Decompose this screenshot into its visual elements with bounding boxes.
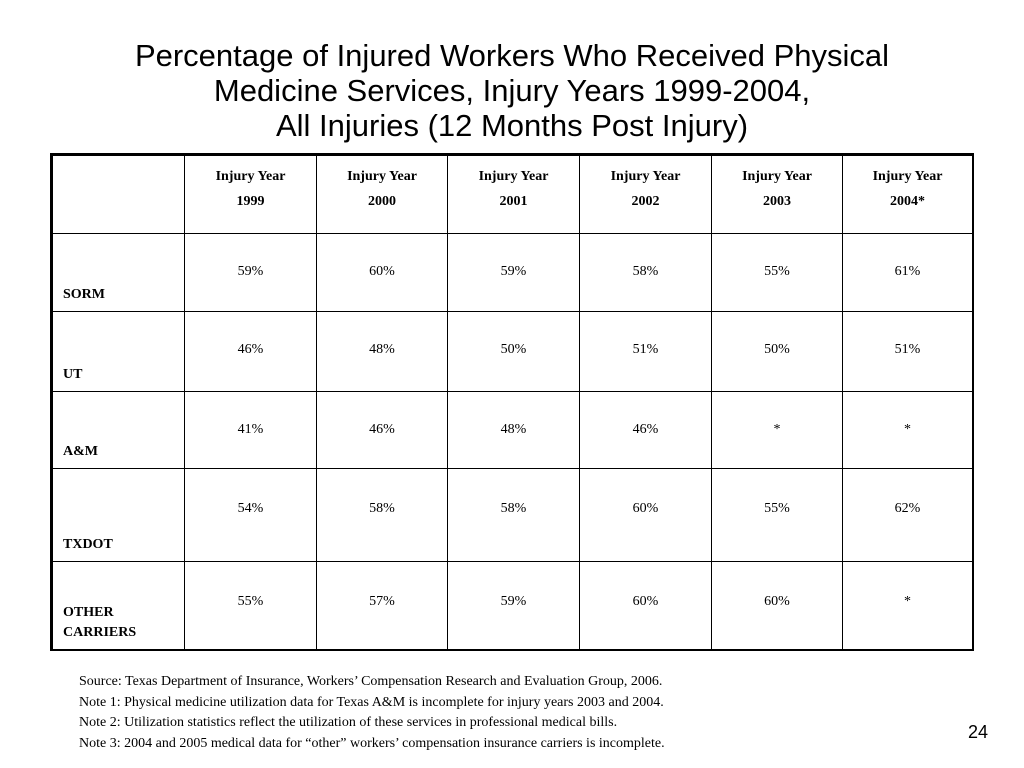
header-cell-2000: Injury Year 2000	[317, 156, 448, 234]
table-cell: 55%	[185, 562, 317, 650]
table-cell: 58%	[580, 234, 712, 312]
footnotes	[79, 672, 665, 754]
data-table	[52, 155, 973, 650]
table-row-ut	[53, 312, 973, 392]
row-label: TXDOT	[53, 469, 185, 562]
table-cell: 51%	[580, 312, 712, 392]
header-cell-2002: Injury Year 2002	[580, 156, 712, 234]
page-number: 24	[968, 722, 989, 742]
table-row-txdot	[53, 469, 973, 562]
table-cell: 50%	[712, 312, 843, 392]
source-note: Source: Texas Department of Insurance, Workers’ Compensation Research and Evaluation Group, 2006.	[79, 674, 663, 689]
table-cell: 50%	[448, 312, 580, 392]
note-1: Note 1: Physical medicine utilization data for Texas A&M is incomplete for injury years 2003 and 2004.	[79, 694, 664, 710]
table-cell: 51%	[843, 312, 973, 392]
table-cell: 46%	[317, 392, 448, 469]
title-line-2: Medicine Services, Injury Years 1999-2004,	[213, 73, 811, 108]
header-cell-1999: Injury Year 1999	[185, 156, 317, 234]
table-cell: 59%	[448, 234, 580, 312]
slide-title	[0, 38, 1024, 143]
header-cell-2001: Injury Year 2001	[448, 156, 580, 234]
table-cell: 60%	[580, 469, 712, 562]
title-line-3: All Injuries (12 Months Post Injury)	[275, 108, 749, 143]
row-label-line-2: CARRIERS	[63, 625, 137, 640]
table-cell: 59%	[448, 562, 580, 650]
header-corner-cell	[53, 156, 185, 234]
table-cell: 60%	[712, 562, 843, 650]
row-label: A&M	[53, 392, 185, 469]
table-cell: 55%	[712, 469, 843, 562]
header-cell-2003: Injury Year 2003	[712, 156, 843, 234]
table-cell: 60%	[317, 234, 448, 312]
table-row-am	[53, 392, 973, 469]
table-cell: *	[712, 392, 843, 469]
table-cell: 41%	[185, 392, 317, 469]
note-3: Note 3: 2004 and 2005 medical data for “other” workers’ compensation insurance carriers is incomplete.	[79, 735, 665, 751]
table-cell: *	[843, 392, 973, 469]
table-cell: 61%	[843, 234, 973, 312]
table-cell: 58%	[317, 469, 448, 562]
table-cell: 46%	[185, 312, 317, 392]
data-table-frame	[50, 153, 974, 651]
table-cell: 46%	[580, 392, 712, 469]
row-label-line-1: OTHER	[63, 605, 114, 620]
row-label	[53, 562, 185, 650]
header-row	[53, 156, 973, 234]
table-row-sorm	[53, 234, 973, 312]
note-2: Note 2: Utilization statistics reflect the utilization of these services in professional medical bills.	[79, 715, 618, 730]
header-cell-2004: Injury Year 2004*	[843, 156, 973, 234]
row-label: UT	[53, 312, 185, 392]
table-cell: 58%	[448, 469, 580, 562]
row-label: SORM	[53, 234, 185, 312]
table-cell: 48%	[317, 312, 448, 392]
table-cell: 62%	[843, 469, 973, 562]
table-cell: 59%	[185, 234, 317, 312]
table-row-other-carriers	[53, 562, 973, 650]
table-cell: 48%	[448, 392, 580, 469]
table-cell: 54%	[185, 469, 317, 562]
table-cell: 57%	[317, 562, 448, 650]
title-line-1: Percentage of Injured Workers Who Received Physical	[134, 38, 890, 73]
table-cell: 60%	[580, 562, 712, 650]
table-cell: *	[843, 562, 973, 650]
table-cell: 55%	[712, 234, 843, 312]
